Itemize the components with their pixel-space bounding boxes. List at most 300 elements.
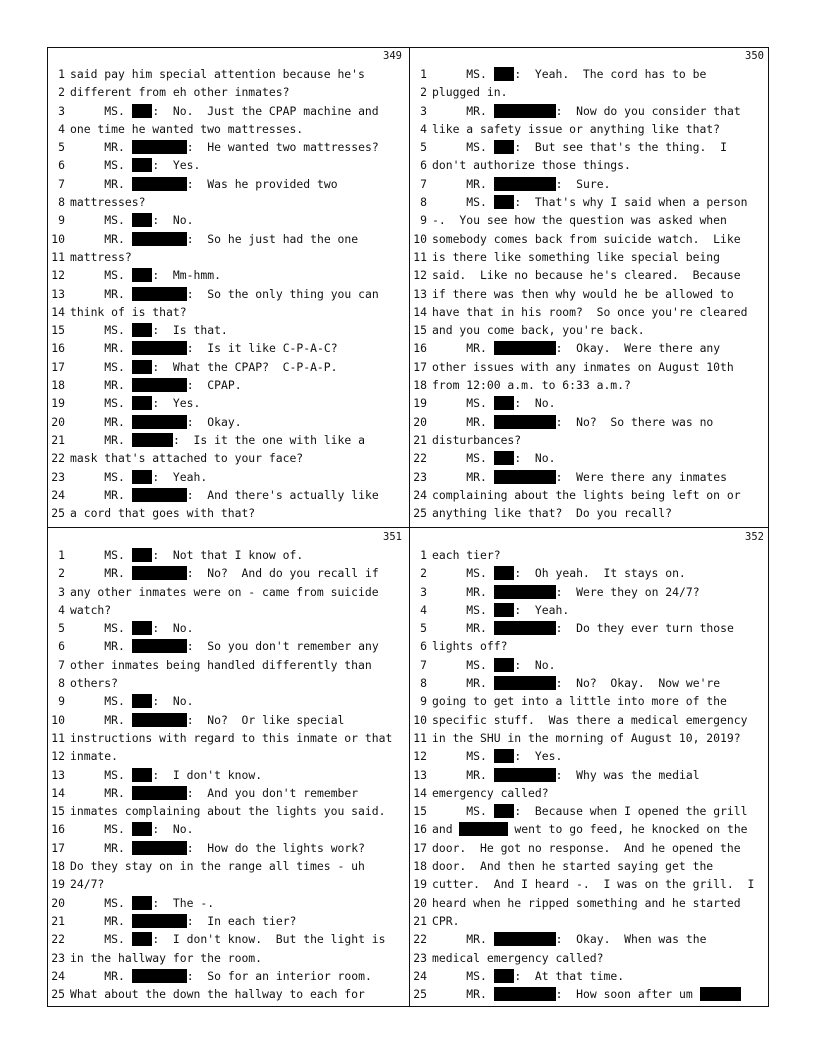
transcript-line [410,820,770,838]
transcript-line [48,985,408,1003]
transcript-line [48,120,408,138]
transcript-line [48,619,408,637]
redaction-bar [132,932,153,946]
line-number: 11 [51,730,65,745]
redaction-bar [494,415,556,429]
transcript-line [48,949,408,967]
line-number: 25 [51,506,65,521]
horizontal-divider [48,527,768,528]
transcript-line [410,138,770,156]
transcript-line [410,83,770,101]
line-number: 4 [58,602,65,617]
line-text: inmates complaining about the lights you said. [70,804,386,819]
line-number: 8 [420,676,427,691]
transcript-line [410,656,770,674]
transcript-line [410,504,770,522]
line-number: 24 [51,487,65,502]
line-text: MS. : Oh yeah. It stays on. [432,566,686,581]
transcript-line [48,321,408,339]
line-number: 25 [51,987,65,1002]
line-number: 24 [413,487,427,502]
line-number: 13 [413,286,427,301]
transcript-sheet [47,47,769,1007]
line-text: plugged in. [432,85,508,100]
line-number: 15 [51,804,65,819]
line-text: Do they stay on in the range all times - uh [70,859,365,874]
line-text: have that in his room? So once you're cleared [432,304,748,319]
transcript-line [48,967,408,985]
line-text: instructions with regard to this inmate or that [70,730,393,745]
line-text: MR. : He wanted two mattresses? [70,140,379,155]
line-text: MS. : No. [70,621,194,636]
line-number: 20 [51,895,65,910]
transcript-line [410,619,770,637]
redaction-bar [132,488,187,502]
transcript-line [48,248,408,266]
transcript-lines [410,546,770,1003]
line-number: 20 [413,414,427,429]
transcript-line [48,820,408,838]
redaction-bar [494,676,556,690]
line-text: is there like something like special being [432,249,721,264]
line-text: MS. : Yeah. [432,602,570,617]
transcript-line [48,674,408,692]
transcript-line [410,546,770,564]
transcript-line [410,449,770,467]
transcript-line [410,674,770,692]
line-number: 10 [413,231,427,246]
line-number: 5 [420,621,427,636]
line-number: 20 [413,895,427,910]
transcript-line [410,358,770,376]
redaction-bar [132,566,187,580]
transcript-line [48,413,408,431]
redaction-bar [132,104,153,118]
transcript-line [48,802,408,820]
page-number: 350 [745,50,764,62]
line-number: 15 [413,804,427,819]
transcript-line [48,857,408,875]
line-number: 5 [58,621,65,636]
line-text: MR. : No? So there was no [432,414,714,429]
transcript-line [410,967,770,985]
transcript-line [410,211,770,229]
transcript-line [48,230,408,248]
redaction-bar [132,268,153,282]
transcript-line [410,486,770,504]
line-text: heard when he ripped something and he started [432,895,741,910]
transcript-line [48,156,408,174]
transcript-line [410,175,770,193]
redaction-bar [494,195,515,209]
line-text: any other inmates were on - came from suicide [70,584,379,599]
redaction-bar [132,232,187,246]
line-text: don't authorize those things. [432,158,631,173]
page-number: 352 [745,531,764,543]
transcript-line [410,120,770,138]
line-number: 19 [413,877,427,892]
line-text: MR. : Is it like C-P-A-C? [70,341,338,356]
line-number: 6 [420,639,427,654]
line-text: MR. : Is it the one with like a [70,432,365,447]
transcript-line [48,211,408,229]
line-number: 11 [413,249,427,264]
line-number: 19 [51,396,65,411]
line-text: a cord that goes with that? [70,506,256,521]
redaction-bar [132,621,153,635]
transcript-line [410,747,770,765]
line-text: MR. : In each tier? [70,913,297,928]
line-number: 17 [51,840,65,855]
line-number: 22 [413,451,427,466]
line-text: MS. : Yeah. [70,469,208,484]
line-text: watch? [70,602,112,617]
transcript-lines [410,65,770,522]
line-text: MR. : Why was the medial [432,767,700,782]
transcript-line [410,930,770,948]
line-number: 18 [413,859,427,874]
transcript-line [48,431,408,449]
line-text: MS. : But see that's the thing. I [432,140,727,155]
line-text: different from eh other inmates? [70,85,290,100]
transcript-line [410,303,770,321]
transcript-line [48,692,408,710]
line-number: 16 [51,822,65,837]
line-number: 5 [58,140,65,155]
line-text: MS. : No. [70,694,194,709]
line-text: MS. : No. [432,396,556,411]
line-text: MS. : At that time. [432,968,625,983]
line-number: 19 [51,877,65,892]
redaction-bar [132,140,187,154]
redaction-bar [494,140,515,154]
line-text: said pay him special attention because he's [70,67,365,81]
transcript-line [410,637,770,655]
line-text: MS. : I don't know. [70,767,263,782]
line-text: MR. : No? Okay. Now we're [432,676,721,691]
line-text: MS. : No. [432,451,556,466]
line-text: MR. : So he just had the one [70,231,359,246]
line-text: MS. : No. [70,213,194,228]
line-number: 5 [420,140,427,155]
transcript-lines [48,546,408,1003]
line-number: 14 [51,785,65,800]
redaction-bar [132,213,153,227]
transcript-line [410,564,770,582]
line-number: 21 [413,432,427,447]
transcript-line [410,394,770,412]
line-text: other inmates being handled differently than [70,657,372,672]
line-text: complaining about the lights being left on or [432,487,741,502]
line-text: door. He got no response. And he opened the [432,840,741,855]
line-number: 9 [58,694,65,709]
line-text: mattress? [70,249,132,264]
transcript-line [410,875,770,893]
line-text: MS. : Mm-hmm. [70,268,221,283]
line-text: CPR. [432,913,460,928]
redaction-bar [494,603,515,617]
line-text: other issues with any inmates on August 10th [432,359,734,374]
line-text: MS. : Yes. [70,158,201,173]
line-text: and you come back, you're back. [432,323,645,338]
transcript-line [48,339,408,357]
transcript-line [48,376,408,394]
line-text: What about the down the hallway to each for [70,987,365,1002]
line-number: 7 [420,657,427,672]
line-number: 8 [58,195,65,210]
line-text: MS. : No. [432,657,556,672]
line-number: 8 [58,676,65,691]
transcript-page [410,48,770,526]
redaction-bar [494,341,556,355]
redaction-bar [132,822,153,836]
line-text: going to get into a little into more of the [432,694,727,709]
redaction-bar [132,287,187,301]
redaction-bar [494,451,515,465]
transcript-line [410,949,770,967]
redaction-bar [494,67,515,81]
redaction-bar [132,768,153,782]
line-text: like a safety issue or anything like that? [432,121,721,136]
line-text: MS. : No. [70,822,194,837]
transcript-line [48,486,408,504]
line-number: 12 [413,268,427,283]
line-text: MR. : Were they on 24/7? [432,584,700,599]
line-text: MS. : Because when I opened the grill [432,804,748,819]
line-number: 16 [51,341,65,356]
line-number: 8 [420,195,427,210]
line-text: if there was then why would he be allowed to [432,286,734,301]
redaction-bar [132,969,187,983]
transcript-line [48,930,408,948]
redaction-bar [494,621,556,635]
line-text: MS. : The -. [70,895,215,910]
line-number: 22 [413,932,427,947]
line-number: 7 [420,176,427,191]
transcript-line [410,802,770,820]
line-number: 6 [58,639,65,654]
line-number: 17 [51,359,65,374]
redaction-bar [132,360,153,374]
line-number: 21 [51,913,65,928]
line-number: 4 [420,121,427,136]
transcript-line [48,766,408,784]
line-text: each tier? [432,548,501,562]
line-text: MR. : Sure. [432,176,611,191]
line-text: in the hallway for the room. [70,950,263,965]
line-text: anything like that? Do you recall? [432,506,673,521]
line-number: 2 [420,566,427,581]
line-number: 13 [51,286,65,301]
line-text: MR. : And there's actually like [70,487,379,502]
line-number: 21 [51,432,65,447]
line-text: MS. : What the CPAP? C-P-A-P. [70,359,338,374]
line-text: MR. : So for an interior room. [70,968,372,983]
redaction-bar [494,768,556,782]
line-text: mask that's attached to your face? [70,451,304,466]
line-number: 18 [51,378,65,393]
line-number: 10 [51,231,65,246]
line-text: MR. : Do they ever turn those [432,621,734,636]
redaction-bar [494,396,515,410]
transcript-line [410,583,770,601]
line-number: 3 [58,103,65,118]
redaction-bar [132,639,187,653]
transcript-page [48,529,408,1007]
line-number: 18 [413,378,427,393]
line-number: 18 [51,859,65,874]
line-text: said. Like no because he's cleared. Because [432,268,741,283]
line-number: 4 [420,602,427,617]
line-number: 1 [58,67,65,81]
redaction-bar [132,341,187,355]
line-text: MR. : Okay. When was the [432,932,707,947]
redaction-bar [132,841,187,855]
redaction-bar [700,987,741,1001]
line-text: MR. : How do the lights work? [70,840,365,855]
transcript-line [48,65,408,83]
transcript-line [48,637,408,655]
line-number: 23 [413,950,427,965]
line-number: 15 [51,323,65,338]
line-number: 9 [420,213,427,228]
line-number: 11 [413,730,427,745]
page-number: 349 [383,50,402,62]
transcript-line [48,266,408,284]
line-text: disturbances? [432,432,522,447]
line-number: 17 [413,359,427,374]
line-text: MR. : Okay. [70,414,242,429]
transcript-line [410,321,770,339]
transcript-line [410,711,770,729]
transcript-line [410,912,770,930]
redaction-bar [494,749,515,763]
redaction-bar [132,396,153,410]
transcript-line [410,468,770,486]
transcript-line [410,65,770,83]
transcript-line [48,546,408,564]
transcript-line [48,784,408,802]
line-number: 23 [51,469,65,484]
transcript-line [410,266,770,284]
transcript-line [410,601,770,619]
transcript-line [48,583,408,601]
line-number: 16 [413,822,427,837]
line-text: MR. : CPAP. [70,378,242,393]
transcript-line [48,601,408,619]
line-number: 19 [413,396,427,411]
line-number: 23 [413,469,427,484]
redaction-bar [494,658,515,672]
line-number: 6 [420,158,427,173]
line-text: 24/7? [70,877,105,892]
transcript-line [48,394,408,412]
line-text: MR. : No? And do you recall if [70,566,379,581]
line-number: 21 [413,913,427,928]
line-number: 9 [58,213,65,228]
line-number: 10 [413,712,427,727]
line-text: and went to go feed, he knocked on the [432,822,748,837]
redaction-bar [132,914,187,928]
line-number: 25 [413,506,427,521]
line-number: 1 [58,548,65,562]
redaction-bar [494,969,515,983]
transcript-line [48,303,408,321]
line-number: 14 [413,785,427,800]
line-number: 3 [58,584,65,599]
redaction-bar [494,987,556,1001]
line-text: MR. : So the only thing you can [70,286,379,301]
line-number: 7 [58,657,65,672]
transcript-line [410,692,770,710]
redaction-bar [132,177,187,191]
line-text: think of is that? [70,304,187,319]
redaction-bar [459,822,507,836]
line-text: MS. : No. Just the CPAP machine and [70,103,379,118]
transcript-line [48,747,408,765]
transcript-line [48,138,408,156]
transcript-line [48,711,408,729]
line-text: MR. : So you don't remember any [70,639,379,654]
redaction-bar [132,378,187,392]
redaction-bar [132,548,153,562]
transcript-line [48,83,408,101]
transcript-line [410,285,770,303]
line-text: door. And then he started saying get the [432,859,714,874]
line-number: 15 [413,323,427,338]
line-text: MS. : I don't know. But the light is [70,932,386,947]
transcript-line [48,564,408,582]
line-number: 14 [413,304,427,319]
line-text: MS. : Not that I know of. [70,548,304,562]
transcript-line [410,729,770,747]
line-number: 24 [413,968,427,983]
line-number: 13 [51,767,65,782]
line-text: from 12:00 a.m. to 6:33 a.m.? [432,378,631,393]
line-number: 16 [413,341,427,356]
transcript-line [410,894,770,912]
line-text: MS. : Is that. [70,323,228,338]
line-number: 6 [58,158,65,173]
line-text: MS. : Yes. [432,749,563,764]
transcript-line [48,729,408,747]
line-text: mattresses? [70,195,146,210]
redaction-bar [132,694,153,708]
redaction-bar [132,415,187,429]
line-number: 17 [413,840,427,855]
line-number: 22 [51,932,65,947]
transcript-line [410,248,770,266]
line-number: 2 [58,85,65,100]
transcript-line [410,376,770,394]
transcript-line [48,102,408,120]
line-text: in the SHU in the morning of August 10, 2019? [432,730,741,745]
transcript-page [410,529,770,1007]
line-text: MR. : Was he provided two [70,176,338,191]
line-number: 12 [413,749,427,764]
redaction-bar [494,932,556,946]
line-text: others? [70,676,119,691]
line-text: MR. : Okay. Were there any [432,341,721,356]
line-text: MS. : That's why I said when a person [432,195,748,210]
line-number: 4 [58,121,65,136]
redaction-bar [132,433,173,447]
line-text: MS. : Yes. [70,396,201,411]
line-text: -. You see how the question was asked when [432,213,727,228]
transcript-line [48,839,408,857]
line-number: 2 [58,566,65,581]
transcript-line [48,656,408,674]
